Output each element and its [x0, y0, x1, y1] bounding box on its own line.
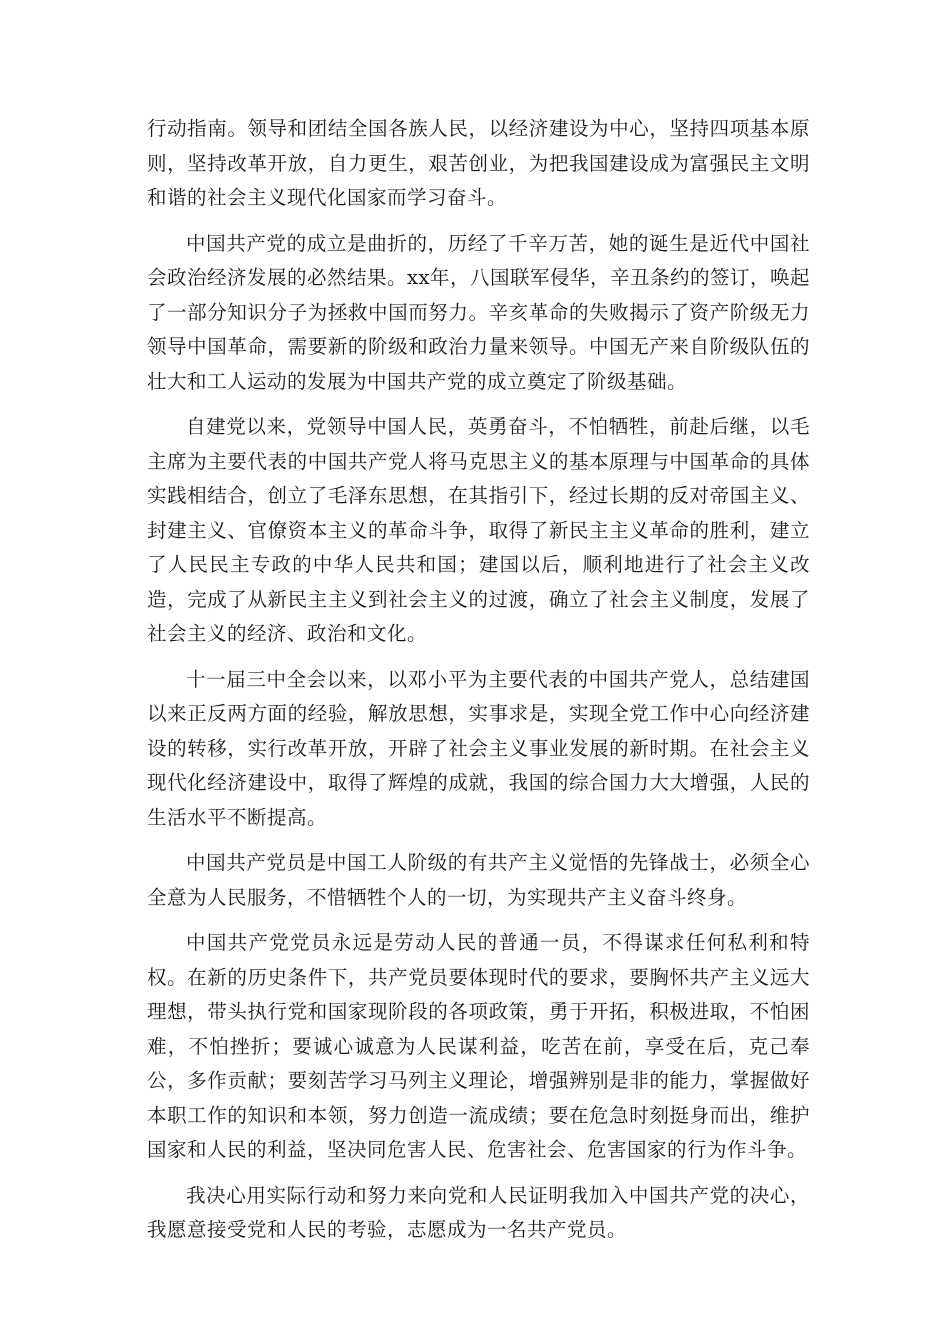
- document-body: [147, 112, 810, 1259]
- paragraph-continuation: 行动指南。领导和团结全国各族人民，以经济建设为中心，坚持四项基本原则，坚持改革开放，自力更生，艰苦创业，为把我国建设成为富强民主文明和谐的社会主义现代化国家而学习奋斗。: [147, 117, 810, 209]
- paragraph-resolution: 我决心用实际行动和努力来向党和人民证明我加入中国共产党的决心，我愿意接受党和人民的考验，志愿成为一名共产党员。: [147, 1183, 810, 1241]
- paragraph-member-definition: 中国共产党员是中国工人阶级的有共产主义觉悟的先锋战士，必须全心全意为人民服务，不惜牺牲个人的一切，为实现共产主义奋斗终身。: [147, 851, 810, 909]
- paragraph-since-founding: 自建党以来，党领导中国人民，英勇奋斗，不怕牺牲，前赴后继，以毛主席为主要代表的中国共产党人将马克思主义的基本原理与中国革命的具体实践相结合，创立了毛泽东思想，在其指引下，经过长期的反对帝国主义、封建主义、官僚资本主义的革命斗争，取得了新民主主义革命的胜利，建立了人民民主专政的中华人民共和国；建国以后，顺利地进行了社会主义改造，完成了从新民主主义到社会主义的过渡，确立了社会主义制度，发展了社会主义的经济、政治和文化。: [147, 415, 810, 645]
- paragraph-member-duties: 中国共产党党员永远是劳动人民的普通一员，不得谋求任何私利和特权。在新的历史条件下，共产党员要体现时代的要求，要胸怀共产主义远大理想，带头执行党和国家现阶段的各项政策，勇于开拓，积极进取，不怕困难，不怕挫折；要诚心诚意为人民谋利益，吃苦在前，享受在后，克己奉公，多作贡献；要刻苦学习马列主义理论，增强辨别是非的能力，掌握做好本职工作的知识和本领，努力创造一流成绩；要在危急时刻挺身而出，维护国家和人民的利益，坚决同危害人民、危害社会、危害国家的行为作斗争。: [147, 931, 810, 1161]
- paragraph-party-founding: 中国共产党的成立是曲折的，历经了千辛万苦，她的诞生是近代中国社会政治经济发展的必然结果。xx年，八国联军侵华，辛丑条约的签订，唤起了一部分知识分子为拯救中国而努力。辛亥革命的失败揭示了资产阶级无力领导中国革命，需要新的阶级和政治力量来领导。中国无产来自阶级队伍的壮大和工人运动的发展为中国共产党的成立奠定了阶级基础。: [147, 231, 810, 393]
- paragraph-third-plenum: 十一届三中全会以来，以邓小平为主要代表的中国共产党人，总结建国以来正反两方面的经验，解放思想，实事求是，实现全党工作中心向经济建设的转移，实行改革开放，开辟了社会主义事业发展的新时期。在社会主义现代化经济建设中，取得了辉煌的成就，我国的综合国力大大增强，人民的生活水平不断提高。: [147, 667, 810, 829]
